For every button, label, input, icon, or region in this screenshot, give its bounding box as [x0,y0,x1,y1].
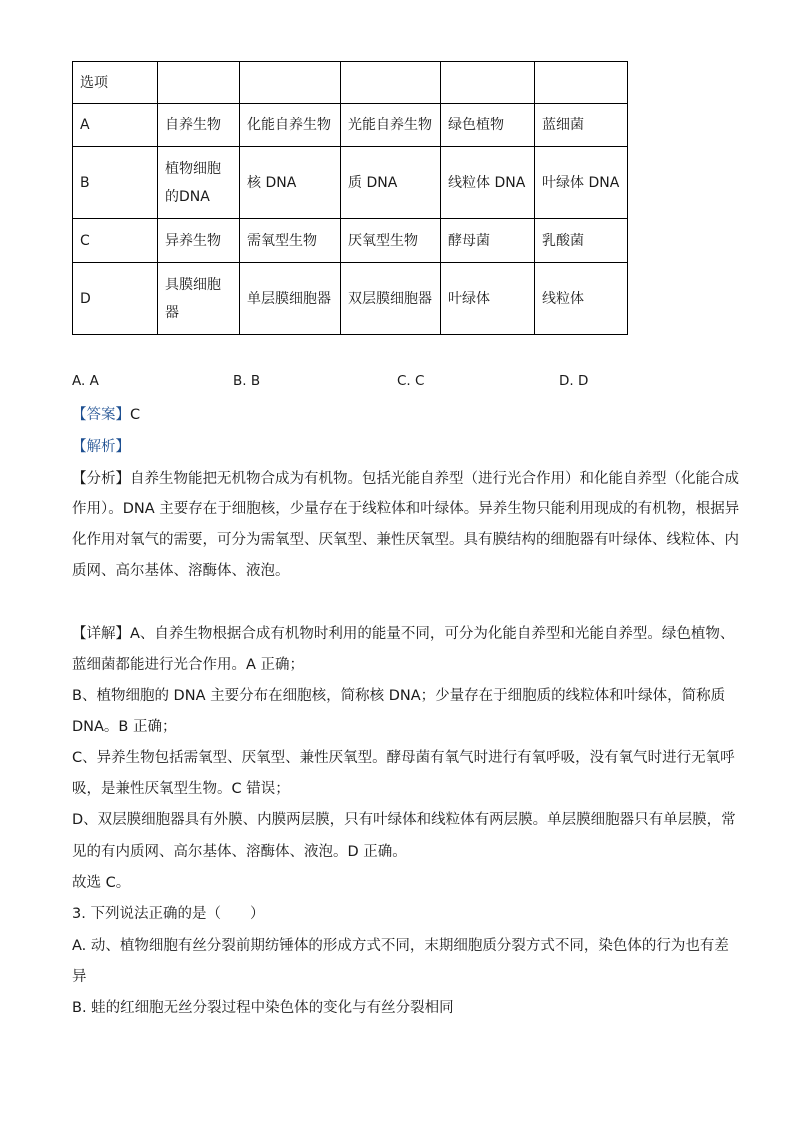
table-cell: 酵母菌 [441,219,535,263]
answer-tag: 【答案】 [72,407,130,423]
table-cell: 线粒体 [535,263,628,335]
choice-d: D. D [559,373,589,389]
table-cell: 异养生物 [158,219,240,263]
table-header-row [73,62,628,104]
table-cell [535,62,628,104]
table-cell: 乳酸菌 [535,219,628,263]
text-line: 蓝细菌都能进行光合作用。A 正确； [72,657,305,673]
table-cell: A [73,104,158,147]
text-line: 故选 C。 [72,875,131,891]
table-row [73,147,628,219]
choice-b: B. B [233,373,261,389]
table-cell: C [73,219,158,263]
table-cell [158,62,240,104]
table-cell [441,62,535,104]
table-cell: 蓝细菌 [535,104,628,147]
table-cell: 质 DNA [341,147,441,219]
answer-value: C [130,407,141,423]
table-cell: 具膜细胞 器 [158,263,240,335]
text-line: 作用）。DNA 主要存在于细胞核，少量存在于线粒体和叶绿体。异养生物只能利用现成的有机物，根据异 [72,501,740,517]
table-cell: 自养生物 [158,104,240,147]
text-line: 【分析】自养生物能把无机物合成为有机物。包括光能自养型（进行光合作用）和化能自养型（化能合成 [72,471,739,487]
text-line: 吸，是兼性厌氧型生物。C 错误； [72,781,290,797]
answer-line [72,403,140,424]
choice-c: C. C [397,373,425,389]
table-cell: 选项 [73,62,158,104]
table-cell: 需氧型生物 [240,219,341,263]
table-cell: 光能自养生物 [341,104,441,147]
text-line: 化作用对氧气的需要，可分为需氧型、厌氧型、兼性厌氧型。具有膜结构的细胞器有叶绿体、线粒体、内 [72,532,739,548]
table-cell: 叶绿体 DNA [535,147,628,219]
table-row [73,104,628,147]
text-line: C、异养生物包括需氧型、厌氧型、兼性厌氧型。酵母菌有氧气时进行有氧呼吸，没有氧气时进行无氧呼 [72,750,735,766]
table-row [73,263,628,335]
text-line: 质网、高尔基体、溶酶体、液泡。 [72,563,290,579]
table-cell: 叶绿体 [441,263,535,335]
text-line: 【详解】A、自养生物根据合成有机物时利用的能量不同，可分为化能自养型和光能自养型。绿色植物、 [72,626,735,642]
table-cell: 线粒体 DNA [441,147,535,219]
table-cell: 单层膜细胞器 [240,263,341,335]
answer-choices [72,373,722,393]
text-line: DNA。B 正确； [72,719,177,735]
text-line: B. 蛙的红细胞无丝分裂过程中染色体的变化与有丝分裂相同 [72,1000,454,1016]
table-cell: 双层膜细胞器 [341,263,441,335]
options-table [72,61,628,335]
table-cell: 植物细胞 的DNA [158,147,240,219]
question-title: 3. 下列说法正确的是（ ） [72,906,265,922]
table-cell: D [73,263,158,335]
table-cell: 厌氧型生物 [341,219,441,263]
table-cell: 绿色植物 [441,104,535,147]
text-line: B、植物细胞的 DNA 主要分布在细胞核，简称核 DNA；少量存在于细胞质的线粒体和叶绿体，简称质 [72,688,726,704]
table-cell: 核 DNA [240,147,341,219]
text-line: 见的有内质网、高尔基体、溶酶体、液泡。D 正确。 [72,844,407,860]
table-row [73,219,628,263]
table-cell [341,62,441,104]
text-line: A. 动、植物细胞有丝分裂前期纺锤体的形成方式不同，末期细胞质分裂方式不同，染色体的行为也有差 [72,938,729,954]
text-line: D、双层膜细胞器具有外膜、内膜两层膜，只有叶绿体和线粒体有两层膜。单层膜细胞器只有单层膜，常 [72,812,736,828]
analysis-tag: 【解析】 [72,439,130,455]
choice-a: A. A [72,373,99,389]
text-line: 异 [72,969,87,985]
table-cell [240,62,341,104]
table-cell: 化能自养生物 [240,104,341,147]
table-cell: B [73,147,158,219]
